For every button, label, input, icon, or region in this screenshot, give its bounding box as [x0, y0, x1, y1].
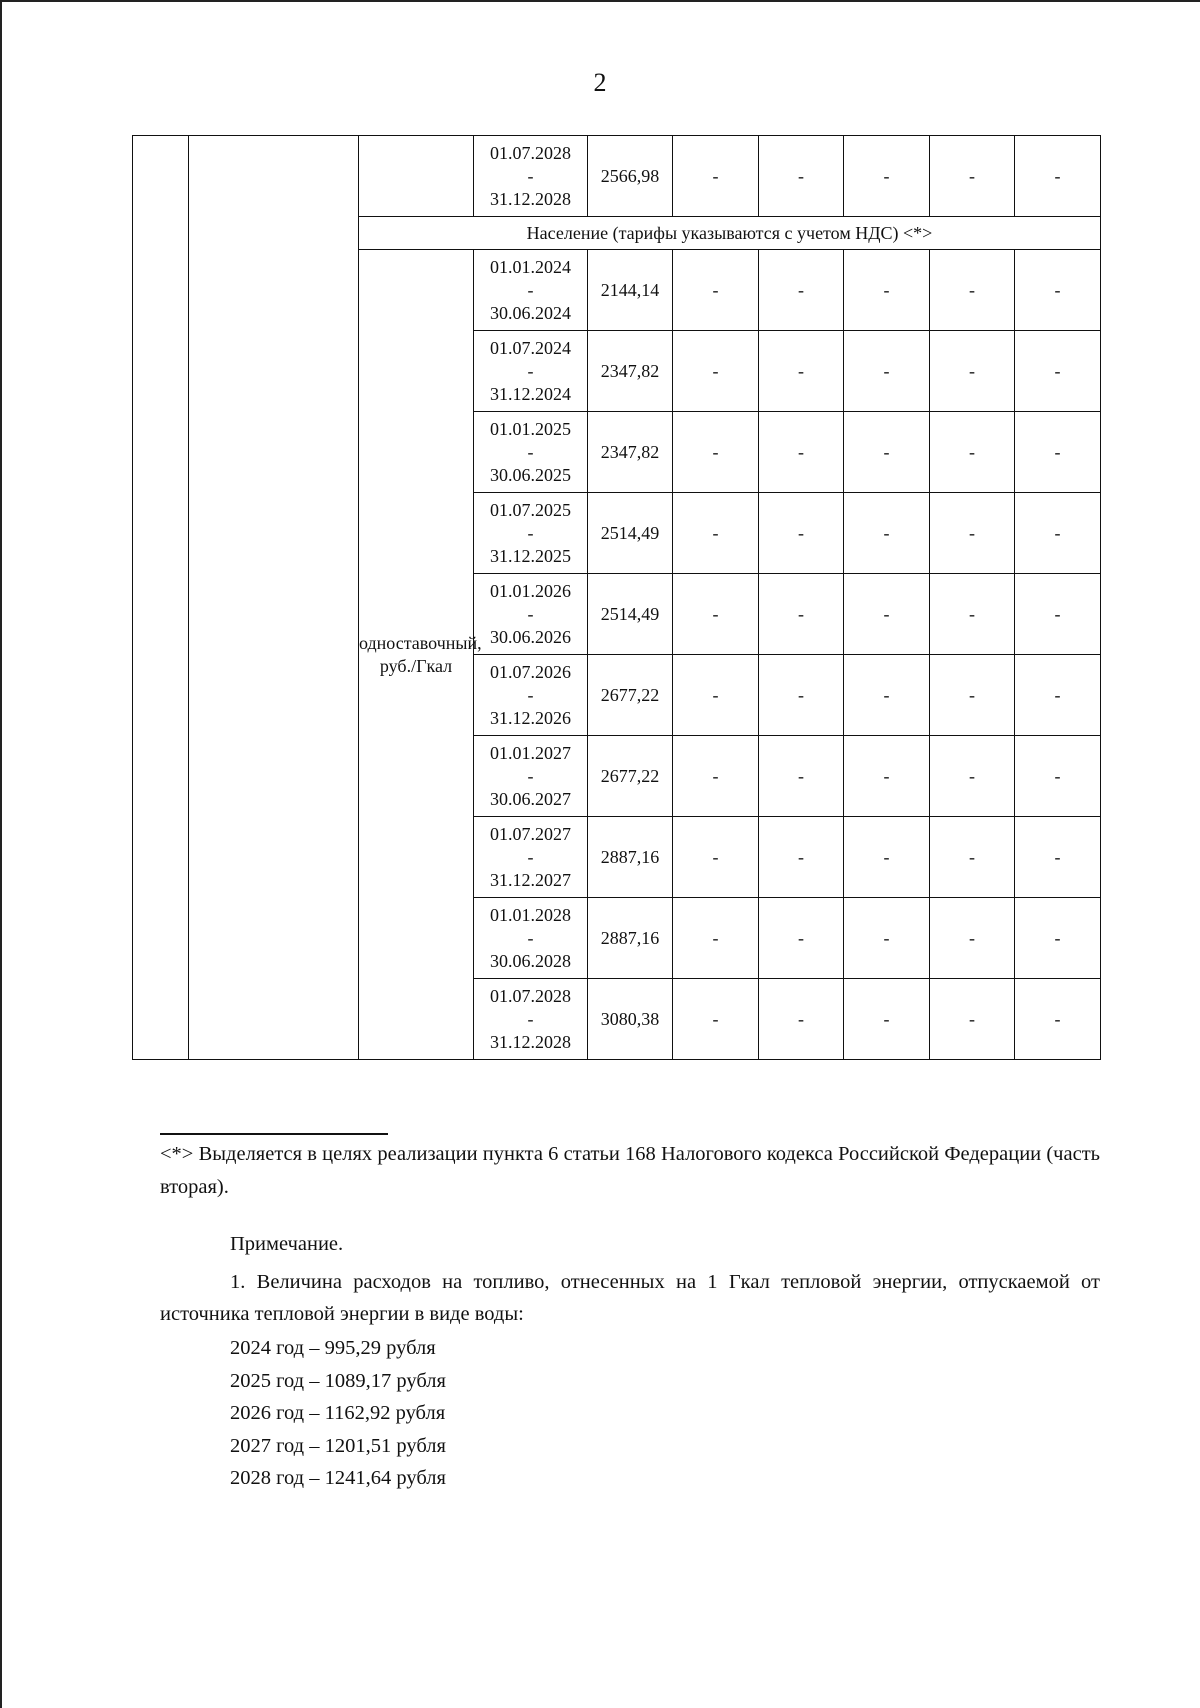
dash-cell: - — [844, 136, 930, 217]
dash-cell: - — [759, 898, 844, 979]
period-cell — [474, 412, 588, 493]
dash-cell: - — [844, 979, 930, 1060]
period-start: 01.07.2025 — [490, 499, 571, 520]
period-end: 30.06.2028 — [490, 950, 571, 971]
period-cell — [474, 817, 588, 898]
period-end: 31.12.2025 — [490, 545, 571, 566]
period-cell — [474, 331, 588, 412]
period-cell — [474, 493, 588, 574]
dash-cell: - — [759, 412, 844, 493]
fuel-cost-list — [230, 1332, 446, 1495]
period-cell — [474, 736, 588, 817]
period-dash: - — [527, 765, 534, 786]
table-row — [133, 136, 1101, 217]
dash-cell: - — [759, 136, 844, 217]
period-end: 31.12.2028 — [490, 188, 571, 209]
dash-cell: - — [673, 574, 759, 655]
tariff-value: 3080,38 — [588, 979, 673, 1060]
dash-cell: - — [930, 574, 1015, 655]
footnote-divider — [160, 1133, 388, 1135]
dash-cell: - — [1015, 736, 1101, 817]
dash-cell: - — [1015, 817, 1101, 898]
tariff-table — [132, 135, 1101, 1060]
dash-cell: - — [759, 250, 844, 331]
fuel-cost-item: 2026 год – 1162,92 рубля — [230, 1402, 446, 1424]
period-dash: - — [527, 360, 534, 381]
period-dash: - — [527, 522, 534, 543]
period-end: 31.12.2027 — [490, 869, 571, 890]
dash-cell: - — [759, 817, 844, 898]
period-start: 01.01.2026 — [490, 580, 571, 601]
tariff-value: 2514,49 — [588, 574, 673, 655]
tariff-value: 2514,49 — [588, 493, 673, 574]
dash-cell: - — [1015, 136, 1101, 217]
dash-cell: - — [673, 655, 759, 736]
dash-cell: - — [844, 250, 930, 331]
dash-cell: - — [930, 898, 1015, 979]
dash-cell: - — [1015, 331, 1101, 412]
dash-cell: - — [844, 736, 930, 817]
dash-cell: - — [844, 412, 930, 493]
period-end: 30.06.2025 — [490, 464, 571, 485]
dash-cell: - — [1015, 979, 1101, 1060]
dash-cell: - — [844, 655, 930, 736]
period-start: 01.07.2028 — [490, 985, 571, 1006]
dash-cell: - — [930, 136, 1015, 217]
dash-cell: - — [673, 493, 759, 574]
dash-cell: - — [673, 250, 759, 331]
dash-cell: - — [930, 655, 1015, 736]
tariff-value: 2677,22 — [588, 655, 673, 736]
period-dash: - — [527, 603, 534, 624]
dash-cell: - — [673, 898, 759, 979]
dash-cell: - — [673, 412, 759, 493]
tariff-value: 2144,14 — [588, 250, 673, 331]
dash-cell: - — [759, 736, 844, 817]
dash-cell: - — [844, 331, 930, 412]
period-start: 01.01.2028 — [490, 904, 571, 925]
dash-cell: - — [673, 331, 759, 412]
population-header: Население (тарифы указываются с учетом НДС) <*> — [359, 217, 1101, 250]
blank-type-cell — [359, 136, 474, 217]
period-cell — [474, 574, 588, 655]
dash-cell: - — [930, 493, 1015, 574]
period-cell — [474, 136, 588, 217]
dash-cell: - — [759, 655, 844, 736]
period-dash: - — [527, 846, 534, 867]
period-cell — [474, 979, 588, 1060]
fuel-cost-item: 2027 год – 1201,51 рубля — [230, 1434, 446, 1457]
dash-cell: - — [673, 817, 759, 898]
period-end: 30.06.2027 — [490, 788, 571, 809]
page-number: 2 — [593, 68, 607, 97]
dash-cell: - — [930, 817, 1015, 898]
dash-cell: - — [673, 979, 759, 1060]
period-cell — [474, 250, 588, 331]
tariff-value: 2347,82 — [588, 412, 673, 493]
dash-cell: - — [844, 817, 930, 898]
dash-cell: - — [673, 136, 759, 217]
period-dash: - — [527, 165, 534, 186]
dash-cell: - — [930, 331, 1015, 412]
dash-cell: - — [759, 574, 844, 655]
dash-cell: - — [844, 574, 930, 655]
period-start: 01.07.2026 — [490, 661, 571, 682]
blank-column-1 — [133, 136, 189, 1060]
period-end: 31.12.2024 — [490, 383, 571, 404]
dash-cell: - — [930, 250, 1015, 331]
dash-cell: - — [844, 493, 930, 574]
period-start: 01.07.2027 — [490, 823, 571, 844]
dash-cell: - — [1015, 250, 1101, 331]
period-end: 30.06.2024 — [490, 302, 571, 323]
period-start: 01.01.2027 — [490, 742, 571, 763]
dash-cell: - — [1015, 493, 1101, 574]
dash-cell: - — [930, 736, 1015, 817]
period-dash: - — [527, 1008, 534, 1029]
period-end: 31.12.2028 — [490, 1031, 571, 1052]
note-title: Примечание. — [230, 1233, 344, 1255]
period-start: 01.07.2024 — [490, 337, 571, 358]
fuel-cost-item: 2024 год – 995,29 рубля — [230, 1337, 436, 1359]
scan-edge-left — [0, 0, 2, 1708]
dash-cell: - — [844, 898, 930, 979]
scan-edge-top — [0, 0, 1200, 2]
dash-cell: - — [673, 736, 759, 817]
dash-cell: - — [930, 979, 1015, 1060]
period-start: 01.07.2028 — [490, 142, 571, 163]
tariff-value: 2887,16 — [588, 898, 673, 979]
dash-cell: - — [759, 979, 844, 1060]
dash-cell: - — [930, 412, 1015, 493]
fuel-cost-item: 2028 год – 1241,64 рубля — [230, 1467, 446, 1489]
dash-cell: - — [1015, 574, 1101, 655]
period-dash: - — [527, 279, 534, 300]
period-cell — [474, 898, 588, 979]
dash-cell: - — [1015, 655, 1101, 736]
period-cell — [474, 655, 588, 736]
dash-cell: - — [759, 493, 844, 574]
period-dash: - — [527, 441, 534, 462]
footnote: <*> Выделяется в целях реализации пункта 6 статьи 168 Налогового кодекса Российской Федерации (часть вторая). — [160, 1143, 1100, 1198]
tariff-value: 2677,22 — [588, 736, 673, 817]
blank-column-2 — [189, 136, 359, 1060]
dash-cell: - — [1015, 898, 1101, 979]
fuel-cost-item: 2025 год – 1089,17 рубля — [230, 1369, 446, 1392]
tariff-value: 2887,16 — [588, 817, 673, 898]
dash-cell: - — [759, 331, 844, 412]
period-end: 31.12.2026 — [490, 707, 571, 728]
period-start: 01.01.2024 — [490, 256, 571, 277]
period-start: 01.01.2025 — [490, 418, 571, 439]
tariff-value: 2566,98 — [588, 136, 673, 217]
tariff-type: одноставочный, руб./Гкал — [359, 250, 474, 1060]
period-end: 30.06.2026 — [490, 626, 571, 647]
note-text: 1. Величина расходов на топливо, отнесенных на 1 Гкал тепловой энергии, отпускаемой от источника тепловой энергии в виде воды: — [160, 1271, 1100, 1325]
dash-cell: - — [1015, 412, 1101, 493]
period-dash: - — [527, 927, 534, 948]
period-dash: - — [527, 684, 534, 705]
tariff-value: 2347,82 — [588, 331, 673, 412]
